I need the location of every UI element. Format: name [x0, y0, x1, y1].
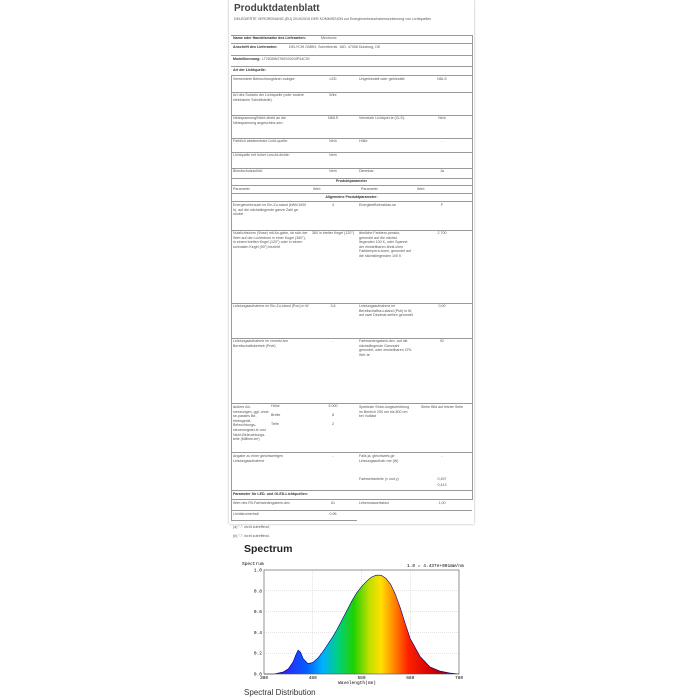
general-row-v2-1: 2 700 — [437, 231, 447, 235]
type-row-v1-2: NMLS — [328, 116, 338, 120]
x-tick-label: 480 — [308, 676, 317, 681]
general-row-l2-1: ähnliche Farbtem-peratur, gerundet auf die nächst-liegenden 100 K, oder Spanne der einstellbaren ähnli-chen Farbtempera-turen, gerundet auf die nächstliegenden 100 K — [359, 231, 412, 258]
chromaticity-x: 0,457 — [437, 477, 447, 481]
type-row-l1-4: Lichtquelle mit hoher Leucht-dichte: — [233, 153, 290, 157]
param-column-header: Parameter — [233, 187, 250, 191]
general-row-l1-3: Leistungsaufnahme im vernetz-ten Bereitschaftsbetrieb (Pnet) — [233, 339, 289, 348]
lumen-maintenance-label: Lichtstromerhalt — [233, 512, 259, 516]
x-tick-label: 680 — [406, 676, 415, 681]
equivalent-power-value: - — [332, 454, 334, 458]
type-row-v2-5: Ja — [440, 169, 444, 173]
spectrum-heading: Spectrum — [244, 543, 293, 555]
equivalent-power-right-label: Falls ja, gleichwerti-ge Leistungsaufnah-me (W) — [359, 454, 399, 463]
supplier-name: Mextronic — [321, 36, 337, 40]
y-tick-label: 0.2 — [253, 651, 262, 657]
y-tick-label: 0.0 — [253, 672, 262, 678]
dimension-name-2: Tiefe — [271, 422, 279, 426]
spectral-distribution-value: Siehe Bild auf letzter Seite — [420, 405, 464, 409]
chromaticity-y: 0,413 — [437, 483, 447, 487]
dimension-value-2: 2 — [332, 422, 334, 426]
general-row-v2-0: F — [440, 203, 444, 207]
footnote-a: (a) "-": nicht zutreffend; — [233, 525, 270, 529]
supplier-name-label: Name oder Handelsmarke des Lieferanten: — [233, 36, 306, 40]
dimension-value-1: 8 — [332, 413, 334, 417]
x-tick-label: 780 — [454, 676, 464, 681]
dimension-name-0: Höhe — [271, 404, 280, 408]
dimensions-label: äußere Ab-messungen, ggf. ohne se-parates Be-triebsgerät, Beleuchtungs-steuerungstei-le und Nicht-Beleuchtungs-teile (Millime-ter) — [233, 405, 269, 442]
type-row-v2-0: NDLS — [437, 77, 447, 81]
equivalent-power-label: Angabe zu einer gleichwertigen Leistungsaufnahme — [233, 454, 284, 463]
survival-factor-value: 1,00 — [438, 501, 446, 505]
general-row-l2-2: Leistungsaufnahme im Bereitschaftszu-stand (Psb) in W, auf zwei Dezimal-stellen gerundet — [359, 304, 413, 318]
param-column-header-right: Parameter — [361, 187, 378, 191]
survival-factor-label: Lebensdauerfaktor — [359, 501, 389, 505]
datasheet-title: Produktdatenblatt — [234, 3, 320, 14]
regulation-reference: DELEGIERTE VERORDNUNG (EU) 2019/2015 DER KOMMISSION zur Energieverbrauchskennzeichnung von Lichtquellen — [234, 17, 432, 21]
type-row-l1-0: Verwendete Beleuchtungstech-nologie: — [233, 77, 296, 81]
value-column-header: Wert — [313, 187, 321, 191]
footnote-b: (b) "-": nicht zutreffend. — [233, 533, 270, 538]
general-row-l2-3: Farbwiedergabein-dex, auf die nächstliegende Ganzzahl gerundet, oder einstellbaren CRI-Wer-te — [359, 339, 413, 357]
value-column-header-right: Wert — [417, 187, 425, 191]
y-tick-label: 0.6 — [253, 610, 262, 616]
model-label: Modellkennung: — [233, 57, 261, 61]
general-row-v1-1: 360 in breiter Kegel (120°) — [312, 231, 354, 235]
general-row-v1-3: - — [332, 339, 334, 343]
spectrum-chart — [239, 558, 471, 686]
general-row-l2-0: Energieeffizienzklas-se — [359, 203, 396, 207]
type-row-l1-5: Blendschutzschild: — [233, 169, 263, 173]
footnotes — [233, 525, 270, 538]
spectral-distribution-label: Spektrale Strah-lungsverteilung im Bereich 250 nm bis 800 nm bei Volllast — [359, 405, 410, 419]
model-number: LT2835W2760S0024IP44C92 — [262, 57, 310, 61]
dimension-name-1: Breite — [271, 413, 281, 417]
supplier-address: DELYCHI GMBH, Schreiberstr. 16D, 47058 Duisburg, DE — [289, 45, 381, 49]
type-row-l2-2: Vernetzte Lichtquel-le (CLS): — [359, 116, 405, 120]
supplier-address-label: Anschrift des Lieferanten: — [233, 45, 278, 49]
general-row-v1-0: 4 — [332, 203, 334, 207]
x-tick-label: 580 — [357, 676, 366, 681]
scale-readout: 1.0 = 4.437e+001mW/nm — [407, 564, 464, 569]
dimension-value-0: 5 000 — [328, 404, 338, 408]
type-row-v1-3: Nein — [329, 139, 337, 143]
led-params-heading: Parameter für LED- und OLED-Lichtquellen: — [233, 492, 308, 496]
r9-value: 61 — [331, 501, 335, 505]
general-row-v1-2: 3,6 — [330, 304, 336, 308]
type-row-l1-3: Farblich abstimmbare Licht-quelle: — [233, 139, 288, 143]
product-datasheet — [229, 0, 474, 524]
chart-title: Spectrum — [242, 562, 264, 567]
type-row-v1-1: Wire — [329, 93, 337, 97]
equivalent-power-right-value: - — [441, 454, 443, 458]
type-row-l1-1: Art des Sockels der Lichtquelle (oder andere elektrische Schnittstelle) — [233, 93, 304, 102]
product-params-heading: Produktparameter — [336, 179, 367, 183]
type-row-l2-5: Dimmbar: — [359, 169, 375, 173]
x-tick-label: 380 — [259, 676, 269, 681]
general-row-v2-3: 92 — [440, 339, 444, 343]
chromaticity-label: Farbwertanteile (x und y) — [359, 477, 399, 481]
lumen-maintenance-value: 0,96 — [329, 512, 337, 516]
type-row-l1-2: Netzspannung/Nicht direkt an die Netzspannung angeschlos-sen: — [233, 116, 286, 125]
spectrum-caption: Spectral Distribution — [244, 688, 316, 697]
light-source-type-heading: Art der Lichtquelle: — [233, 68, 266, 72]
type-row-l2-3: Hülle: — [359, 139, 369, 143]
general-params-heading: Allgemeine Produktparameter: — [325, 195, 378, 199]
x-axis-label: Wavelength(nm) — [338, 681, 376, 686]
y-tick-label: 0.4 — [253, 630, 262, 636]
type-row-l2-0: Ungebündelt oder gebündelt: — [359, 77, 406, 81]
type-row-v1-4: Nein — [329, 153, 337, 157]
general-row-l1-1: Nutzlichtstrom (Φuse) mit An-gabe, ob sich der Wert auf den Lichtstrom in einer Kugel (360°), in einem breiten Kegel (120°) oder in einem schmalen Kegel (90°) bezieht — [233, 231, 308, 249]
general-row-l1-0: Energieverbrauch im Ein-Zu-stand (kWh/1000 h), auf die nächstliegende ganze Zahl ge-rundet — [233, 203, 307, 217]
y-tick-label: 0.8 — [253, 589, 262, 595]
type-row-v1-5: Nein — [329, 169, 337, 173]
general-row-l1-2: Leistungsaufnahme im Ein-Zu-stand (Pon) in W — [233, 304, 309, 308]
y-tick-label: 1.0 — [253, 568, 262, 574]
type-row-v1-0: LED — [329, 77, 337, 81]
r9-label: Wert des R9-Farbwiedergabein-dex — [233, 501, 290, 505]
general-row-v2-2: 0,00 — [438, 304, 446, 308]
type-row-v2-3: - — [441, 139, 443, 143]
type-row-v2-2: Nein — [438, 116, 446, 120]
